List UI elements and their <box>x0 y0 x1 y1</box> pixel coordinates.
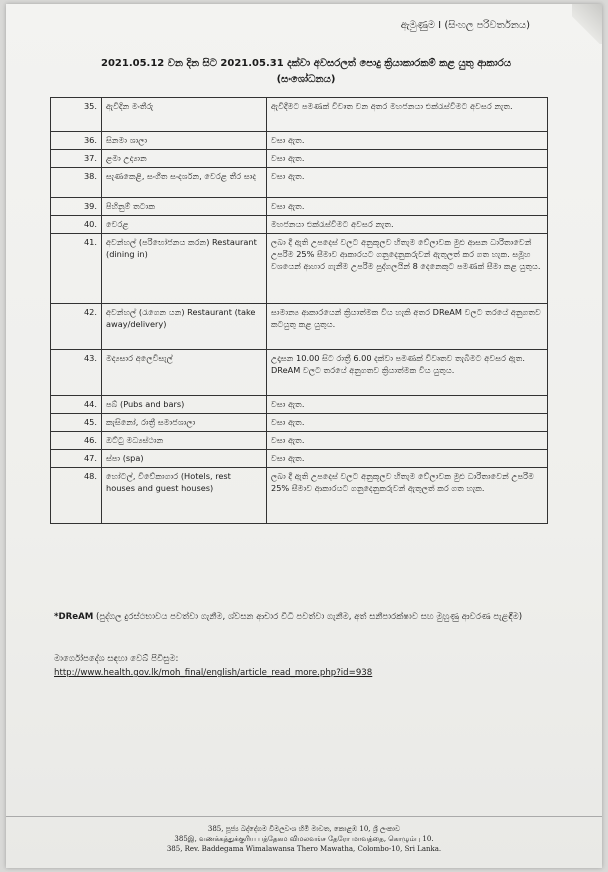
table-row <box>51 350 548 396</box>
footer-address-tamil: 385இ, வணக்கத்துக்குரிய பத்தேகம விமலவங்ச தேரோ மாவத்தை, கொழும்பு 10. <box>174 835 434 843</box>
document-page <box>6 4 602 868</box>
footer-address-english: 385, Rev. Baddegama Wimalawansa Thero Mawatha, Colombo-10, Sri Lanka. <box>166 845 442 853</box>
activity-name: කැසිනෝ, රාත්‍රී සමාජශාලා <box>102 414 267 432</box>
row-number: 44. <box>51 396 102 414</box>
row-number: 42. <box>51 304 102 350</box>
row-number: 43. <box>51 350 102 396</box>
activity-status: සාමාන්‍ය ආකාරයෙන් ක්‍රියාත්මක විය හැකි අතර DReAM වලට තරයේ අනුගතව කටයුතු කළ යුතුය. <box>267 304 548 350</box>
activity-name: ළමා උද්‍යාන <box>102 150 267 168</box>
activity-status: වසා ඇත. <box>267 396 548 414</box>
activity-name: අවන්හල් (පරිභෝජනය කරන) Restaurant (dining in) <box>102 234 267 304</box>
activity-name: අවන්හල් (රැගෙන යන) Restaurant (take away/delivery) <box>102 304 267 350</box>
heading-line-1: 2021.05.12 වන දින සිට 2021.05.31 දක්වා අවසරලත් පොදු ක්‍රියාකාරකම් කළ යුතු ආකාරය <box>100 58 512 69</box>
activity-name: ස්පා (spa) <box>102 450 267 468</box>
activity-status: මහජනයා එක්රැස්වීමට අවසර නැත. <box>267 216 548 234</box>
table-row <box>51 450 548 468</box>
row-number: 47. <box>51 450 102 468</box>
row-number: 40. <box>51 216 102 234</box>
footnote-term: *DReAM <box>54 612 94 622</box>
page-fold <box>572 4 602 44</box>
footnote-text: (පුද්ගල දුරස්ථභාවය පවත්වා ගැනීම, ශ්වසන ආචාර විධි පවත්වා ගැනීම, අත් සනීපාරක්ෂාව සහ මුහුණු ආවරණ පැළඳීම) <box>93 612 523 622</box>
table-row <box>51 468 548 524</box>
guidelines-link[interactable]: http://www.health.gov.lk/moh_final/english/article_read_more.php?id=938 <box>54 668 373 678</box>
table-row <box>51 168 548 198</box>
activity-name: ඔට්ටු මධ්‍යස්ථාන <box>102 432 267 450</box>
row-number: 45. <box>51 414 102 432</box>
activity-status: වසා ඇත. <box>267 432 548 450</box>
activity-rules-table <box>50 97 548 524</box>
row-number: 46. <box>51 432 102 450</box>
activity-status: වසා ඇත. <box>267 450 548 468</box>
footer-address-sinhala: 385, පූජ්‍ය බද්දේගම විමලවංශ හිමි මාවත, කොළඹ 10, ශ්‍රී ලංකාව <box>207 825 401 833</box>
dream-footnote <box>54 610 554 624</box>
table-row <box>51 234 548 304</box>
activity-name: ඇවිදින මංතීරු <box>102 98 267 132</box>
activity-status: වසා ඇත. <box>267 150 548 168</box>
table-row <box>51 98 548 132</box>
row-number: 36. <box>51 132 102 150</box>
table-row <box>51 216 548 234</box>
table-row <box>51 396 548 414</box>
activity-name: සිනමා ශාලා <box>102 132 267 150</box>
activity-status: වසා ඇත. <box>267 414 548 432</box>
guidelines-label: මාර්ගෝපදේශ සඳහා වෙබ් පිවිසුම: <box>54 654 179 664</box>
row-number: 37. <box>51 150 102 168</box>
row-number: 39. <box>51 198 102 216</box>
footer-divider <box>6 816 602 817</box>
address-footer <box>6 824 602 854</box>
activity-status: වසා ඇත. <box>267 198 548 216</box>
document-heading <box>46 56 566 88</box>
annex-label: ඇමුණුම I (සිංහල පරිවර්තනය) <box>400 20 530 31</box>
table-row <box>51 304 548 350</box>
activity-status: වසා ඇත. <box>267 132 548 150</box>
activity-name: පබ් (Pubs and bars) <box>102 396 267 414</box>
row-number: 35. <box>51 98 102 132</box>
activity-name: පිහිනුම් තටාක <box>102 198 267 216</box>
activity-name: වෙරළ <box>102 216 267 234</box>
activity-status: ඇවිදීමට පමණක් විවෘත වන අතර මහජනයා එක්රැස්වීමට අවසර නැත. <box>267 98 548 132</box>
table-row <box>51 414 548 432</box>
activity-name: මද්‍යසාර අලෙවිසැල් <box>102 350 267 396</box>
row-number: 38. <box>51 168 102 198</box>
activity-status: ලබා දී ඇති උපදෙස් වලට අනුකූලව හිතැම වේලාවක මුළු ධාරිතාවෙන් උපරිම 25% සීමාව ආකාරයට ගනුදෙනුකරුවන් ඇතුලත් කර ගත හැක. <box>267 468 548 524</box>
activity-status: වසා ඇත. <box>267 168 548 198</box>
table-row <box>51 198 548 216</box>
table-row <box>51 132 548 150</box>
activity-status: උදෑසන 10.00 සිට රාත්‍රී 6.00 දක්වා පමණක් විවෘතව තැබීමට අවසර ඇත. DReAM වලට තරයේ අනුගතව ක්‍රියාත්මක විය යුතුය. <box>267 350 548 396</box>
activity-name: සැණකෙළි, සංගීත සංදර්ශන, වෙරළ තීර සාද <box>102 168 267 198</box>
guidelines-section <box>54 652 372 680</box>
table-row <box>51 150 548 168</box>
activity-name: හෝටල්, විවේකාගාර (Hotels, rest houses and guest houses) <box>102 468 267 524</box>
row-number: 41. <box>51 234 102 304</box>
heading-line-2: (සංශෝධනය) <box>276 74 336 85</box>
table-row <box>51 432 548 450</box>
activity-status: ලබා දී ඇති උපදෙස් වලට අනුකූලව හිතැම වේලාවක මුළු ආසන ධාරිතාවෙන් උපරිම 25% සීමාව ආකාරයට ගනුදෙනුකරුවන් ඇතුලත් කර ගත හැක. සමූහ වශයෙන් ආහාර ගැනීම උපරිම පුද්ගලයින් 8 දෙනෙකුට පමණක් සීමා කළ යුතුය. <box>267 234 548 304</box>
row-number: 48. <box>51 468 102 524</box>
